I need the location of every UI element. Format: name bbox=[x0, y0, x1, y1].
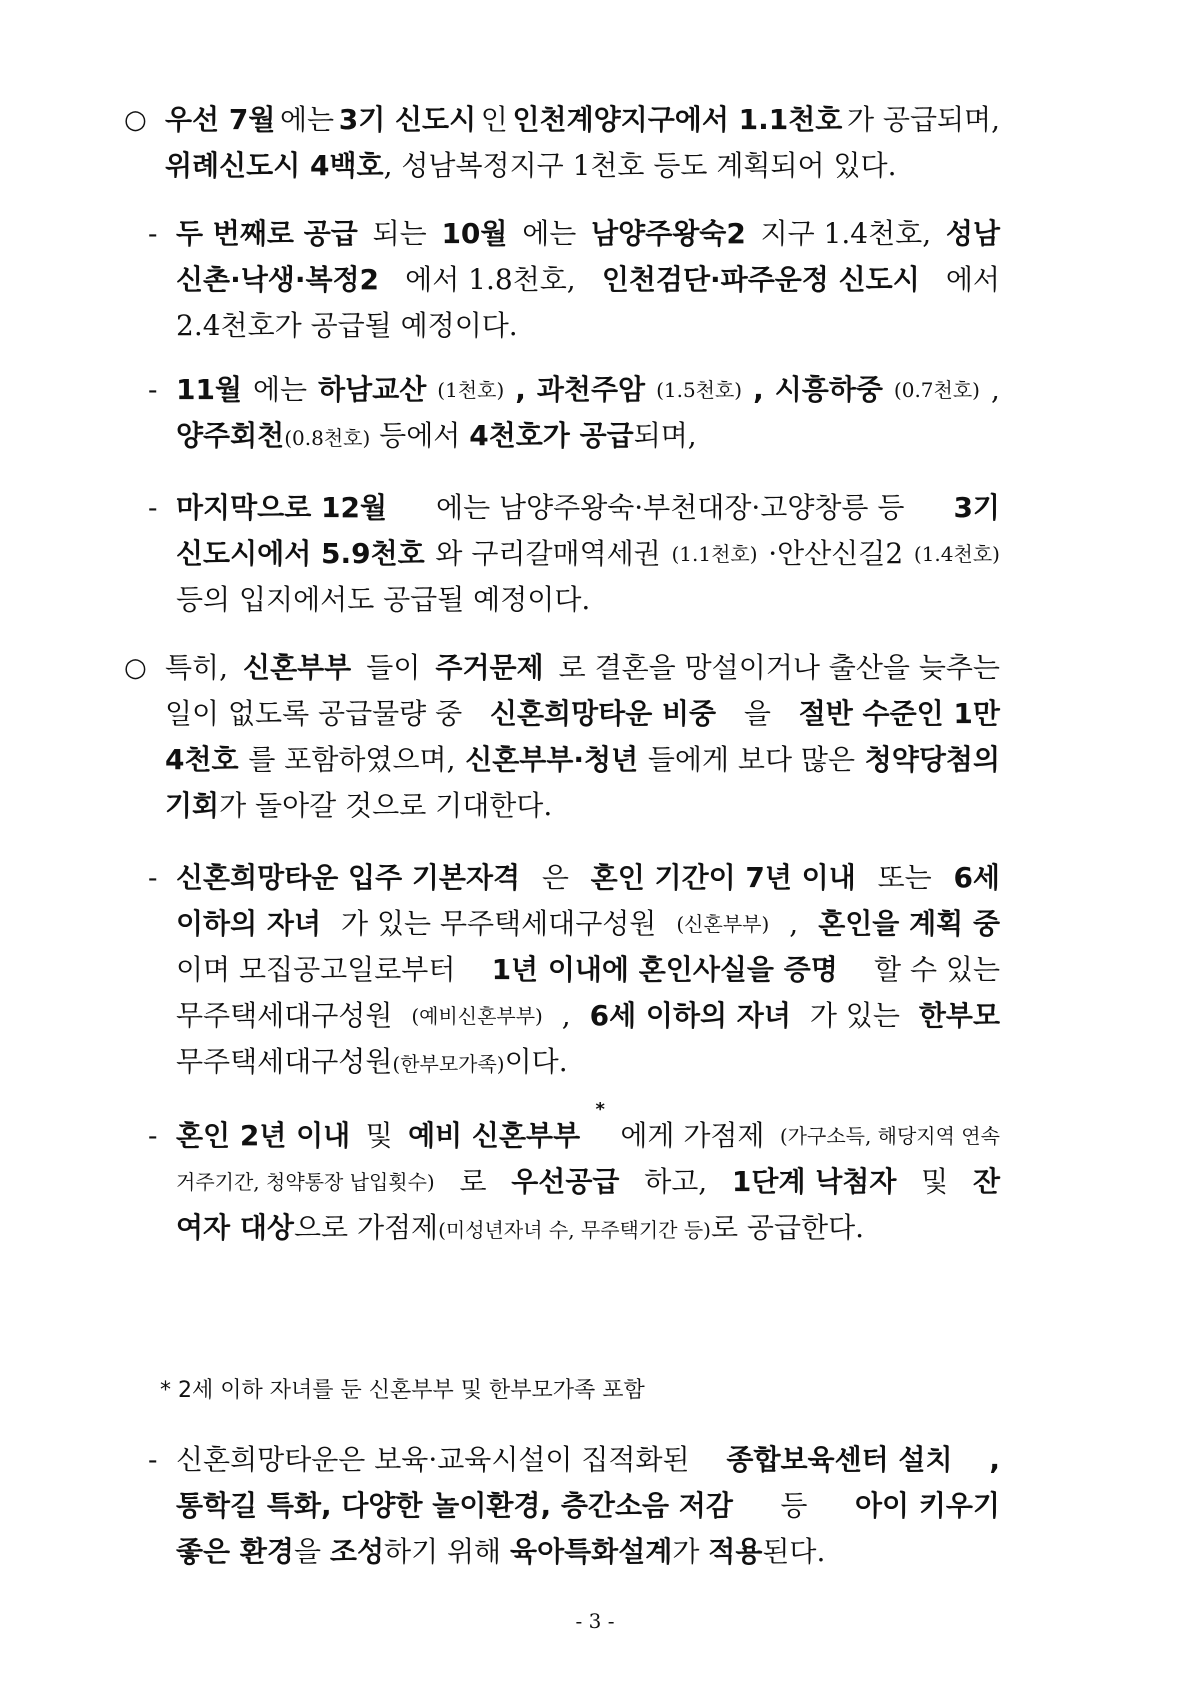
text-line bbox=[176, 1036, 568, 1088]
text: 가 있는 bbox=[809, 999, 900, 1032]
text: 할 수 있는 bbox=[874, 953, 1000, 986]
small-text: (예비신혼부부) bbox=[411, 1004, 543, 1028]
bold-text: 마지막으로 12월 bbox=[176, 491, 388, 524]
text: , 성남복정지구 1천호 등도 계획되어 있다. bbox=[383, 149, 897, 182]
text: 되며, bbox=[633, 419, 697, 452]
bold-text: 한부모 bbox=[918, 999, 1000, 1032]
text: 을 bbox=[743, 697, 771, 730]
bold-text: 11월 bbox=[176, 373, 243, 406]
text-line bbox=[165, 734, 1000, 786]
text-line bbox=[176, 1434, 1000, 1486]
text: 에는 남양주왕숙·부천대장·고양창릉 등 bbox=[436, 491, 905, 524]
bold-text: 좋은 환경 bbox=[176, 1535, 294, 1568]
bold-text: 4천호가 공급 bbox=[469, 419, 634, 452]
text: , bbox=[990, 373, 1000, 406]
text: 들에게 보다 많은 bbox=[647, 743, 856, 776]
text-line bbox=[176, 300, 518, 352]
bold-text: 우선 7월 bbox=[165, 103, 276, 136]
text: 와 구리갈매역세권 bbox=[435, 537, 661, 570]
bold-text: 신혼부부 bbox=[243, 651, 352, 684]
dash-bullet: - bbox=[148, 217, 158, 250]
text: 에는 bbox=[253, 373, 308, 406]
bold-text: , bbox=[515, 373, 526, 406]
text-line bbox=[165, 140, 896, 192]
bold-text: 혼인을 계획 중 bbox=[818, 907, 1000, 940]
small-text: (1.4천호) bbox=[913, 542, 1000, 566]
dash-bullet: - bbox=[148, 1443, 158, 1476]
bold-text: 6세 이하의 자녀 bbox=[589, 999, 791, 1032]
bold-text: 육아특화설계 bbox=[510, 1535, 673, 1568]
text: 가 돌아갈 것으로 기대한다. bbox=[219, 789, 553, 822]
bold-text: 절반 수준인 1만 bbox=[798, 697, 1000, 730]
text-line bbox=[176, 1156, 1000, 1208]
bold-text: 종합보육센터 설치 bbox=[726, 1443, 953, 1476]
bold-text: 여자 대상 bbox=[176, 1211, 294, 1244]
text-line bbox=[176, 574, 590, 626]
bold-text: 위례신도시 4백호 bbox=[165, 149, 384, 182]
bold-text: 3기 신도시 bbox=[338, 103, 477, 136]
bold-text: 1년 이내에 혼인사실을 증명 bbox=[491, 953, 838, 986]
text: 으로 가점제 bbox=[293, 1211, 439, 1244]
text: 무주택세대구성원 bbox=[176, 999, 393, 1032]
bold-text: 조성 bbox=[329, 1535, 385, 1568]
text: 하고, bbox=[644, 1165, 708, 1198]
text: 이다. bbox=[504, 1045, 568, 1078]
text: 무주택세대구성원 bbox=[176, 1045, 393, 1078]
text: 되는 bbox=[372, 217, 427, 250]
bold-text: 이하의 자녀 bbox=[176, 907, 321, 940]
text: 가 있는 무주택세대구성원 bbox=[341, 907, 657, 940]
bold-text: 6세 bbox=[953, 861, 1000, 894]
circle-bullet: ○ bbox=[124, 105, 147, 135]
small-text: 거주기간, 청약통장 납입횟수) bbox=[176, 1170, 435, 1194]
text-line bbox=[176, 1099, 1000, 1162]
bold-text: 하남교산 bbox=[318, 373, 427, 406]
text: 이며 모집공고일로부터 bbox=[176, 953, 456, 986]
text: 를 포함하였으며, bbox=[248, 743, 456, 776]
text: , bbox=[561, 999, 571, 1032]
text-line bbox=[176, 898, 1000, 950]
text-line bbox=[176, 410, 697, 462]
text: 등에서 bbox=[370, 419, 470, 452]
text: 가 공급되며, bbox=[846, 103, 1000, 136]
bold-text: 10월 bbox=[441, 217, 508, 250]
small-text: (신혼부부) bbox=[676, 912, 770, 936]
bold-text: 남양주왕숙2 bbox=[591, 217, 746, 250]
small-text: (한부모가족) bbox=[392, 1052, 505, 1076]
text: 또는 bbox=[877, 861, 932, 894]
text-line bbox=[165, 780, 552, 832]
bold-text: 신혼부부·청년 bbox=[465, 743, 639, 776]
bold-text: 혼인 2년 이내 bbox=[176, 1119, 351, 1152]
bold-text: 신촌·낙생·복정2 bbox=[176, 263, 380, 296]
text: 은 bbox=[541, 861, 569, 894]
text: 을 bbox=[293, 1535, 330, 1568]
bold-text: 적용 bbox=[708, 1535, 763, 1568]
text: 로 공급한다. bbox=[710, 1211, 865, 1244]
page-number: - 3 - bbox=[575, 1609, 615, 1633]
circle-bullet: ○ bbox=[124, 653, 147, 683]
bold-text: 인천검단·파주운정 신도시 bbox=[601, 263, 920, 296]
text: 신혼희망타운은 보육·교육시설이 집적화된 bbox=[176, 1443, 690, 1476]
bold-text: 신도시에서 5.9천호 bbox=[176, 537, 425, 570]
bold-text: 잔 bbox=[972, 1165, 1000, 1198]
bold-text: 신혼희망타운 입주 기본자격 bbox=[176, 861, 521, 894]
bold-text: 기회 bbox=[165, 789, 220, 822]
text-line bbox=[176, 1480, 1000, 1532]
bold-text: 우선공급 bbox=[511, 1165, 620, 1198]
text: ·안산신길2 bbox=[768, 537, 904, 570]
text: 가 bbox=[672, 1535, 709, 1568]
bold-text: 두 번째로 공급 bbox=[176, 217, 358, 250]
text-line bbox=[176, 528, 1000, 580]
bold-text: 예비 신혼부부 bbox=[408, 1119, 581, 1152]
bold-text: , bbox=[753, 373, 764, 406]
bold-text: 인천계양지구에서 1.1천호 bbox=[512, 103, 843, 136]
bold-text: 혼인 기간이 7년 이내 bbox=[590, 861, 856, 894]
bold-text: 청약당첨의 bbox=[864, 743, 1000, 776]
text: 및 bbox=[921, 1165, 949, 1198]
bold-text: 신혼희망타운 비중 bbox=[489, 697, 717, 730]
text-line bbox=[176, 944, 1000, 996]
text-line bbox=[176, 482, 1000, 534]
bold-text: 통학길 특화, 다양한 놀이환경, 층간소음 저감 bbox=[176, 1489, 733, 1522]
small-text: (0.7천호) bbox=[893, 378, 980, 402]
text-line bbox=[176, 990, 1000, 1042]
text: 지구 1.4천호, bbox=[760, 217, 932, 250]
dash-bullet: - bbox=[148, 1119, 158, 1152]
bold-text: , bbox=[989, 1443, 1000, 1476]
text: 들이 bbox=[366, 651, 421, 684]
bold-text: 1단계 낙첨자 bbox=[731, 1165, 897, 1198]
text: 하기 위해 bbox=[384, 1535, 511, 1568]
small-text: (가구소득, 해당지역 연속 bbox=[779, 1124, 1000, 1148]
bold-text: 과천주암 bbox=[536, 373, 646, 406]
text-line bbox=[176, 1202, 864, 1254]
footnote: * 2세 이하 자녀를 둔 신혼부부 및 한부모가족 포함 bbox=[160, 1378, 645, 1403]
dash-bullet: - bbox=[148, 373, 158, 406]
small-text: (미성년자녀 수, 무주택기간 등) bbox=[438, 1218, 711, 1242]
text: 에서 bbox=[945, 263, 1000, 296]
text-line bbox=[176, 208, 1000, 260]
text: 로 bbox=[459, 1165, 487, 1198]
text: 일이 없도록 공급물량 중 bbox=[165, 697, 463, 730]
small-text: (1천호) bbox=[437, 378, 505, 402]
dash-bullet: - bbox=[148, 861, 158, 894]
text-line bbox=[176, 852, 1000, 904]
text: , bbox=[789, 907, 799, 940]
small-text: (0.8천호) bbox=[284, 426, 371, 450]
text: 된다. bbox=[762, 1535, 826, 1568]
bold-text: 성남 bbox=[945, 217, 1000, 250]
text: 에는 bbox=[280, 103, 335, 136]
text-line bbox=[176, 1526, 825, 1578]
text-line bbox=[165, 642, 1000, 694]
dash-bullet: - bbox=[148, 491, 158, 524]
bold-text: 3기 bbox=[953, 491, 1000, 524]
text: 등의 입지에서도 공급될 예정이다. bbox=[176, 583, 591, 616]
bold-text: 양주회천 bbox=[176, 419, 285, 452]
text: 로 결혼을 망설이거나 출산을 늦추는 bbox=[558, 651, 1000, 684]
text: 인 bbox=[480, 103, 508, 136]
text: 등 bbox=[780, 1489, 808, 1522]
small-text: (1.5천호) bbox=[656, 378, 743, 402]
bold-text: 4천호 bbox=[165, 743, 239, 776]
small-text: (1.1천호) bbox=[671, 542, 758, 566]
text: 및 bbox=[365, 1119, 393, 1152]
bold-text: 시흥하중 bbox=[774, 373, 883, 406]
text: 에게 가점제 bbox=[620, 1119, 765, 1152]
text: 에는 bbox=[522, 217, 577, 250]
text: 에서 1.8천호, bbox=[405, 263, 576, 296]
text-line bbox=[165, 94, 1000, 146]
text: 특히, bbox=[165, 651, 228, 684]
bold-text: 아이 키우기 bbox=[854, 1489, 1000, 1522]
footnote-marker: * bbox=[595, 1099, 605, 1120]
bold-text: 주거문제 bbox=[435, 651, 544, 684]
text: 2.4천호가 공급될 예정이다. bbox=[176, 309, 518, 342]
text-line bbox=[176, 364, 1000, 416]
text-line bbox=[165, 688, 1000, 740]
text-line bbox=[176, 254, 1000, 306]
